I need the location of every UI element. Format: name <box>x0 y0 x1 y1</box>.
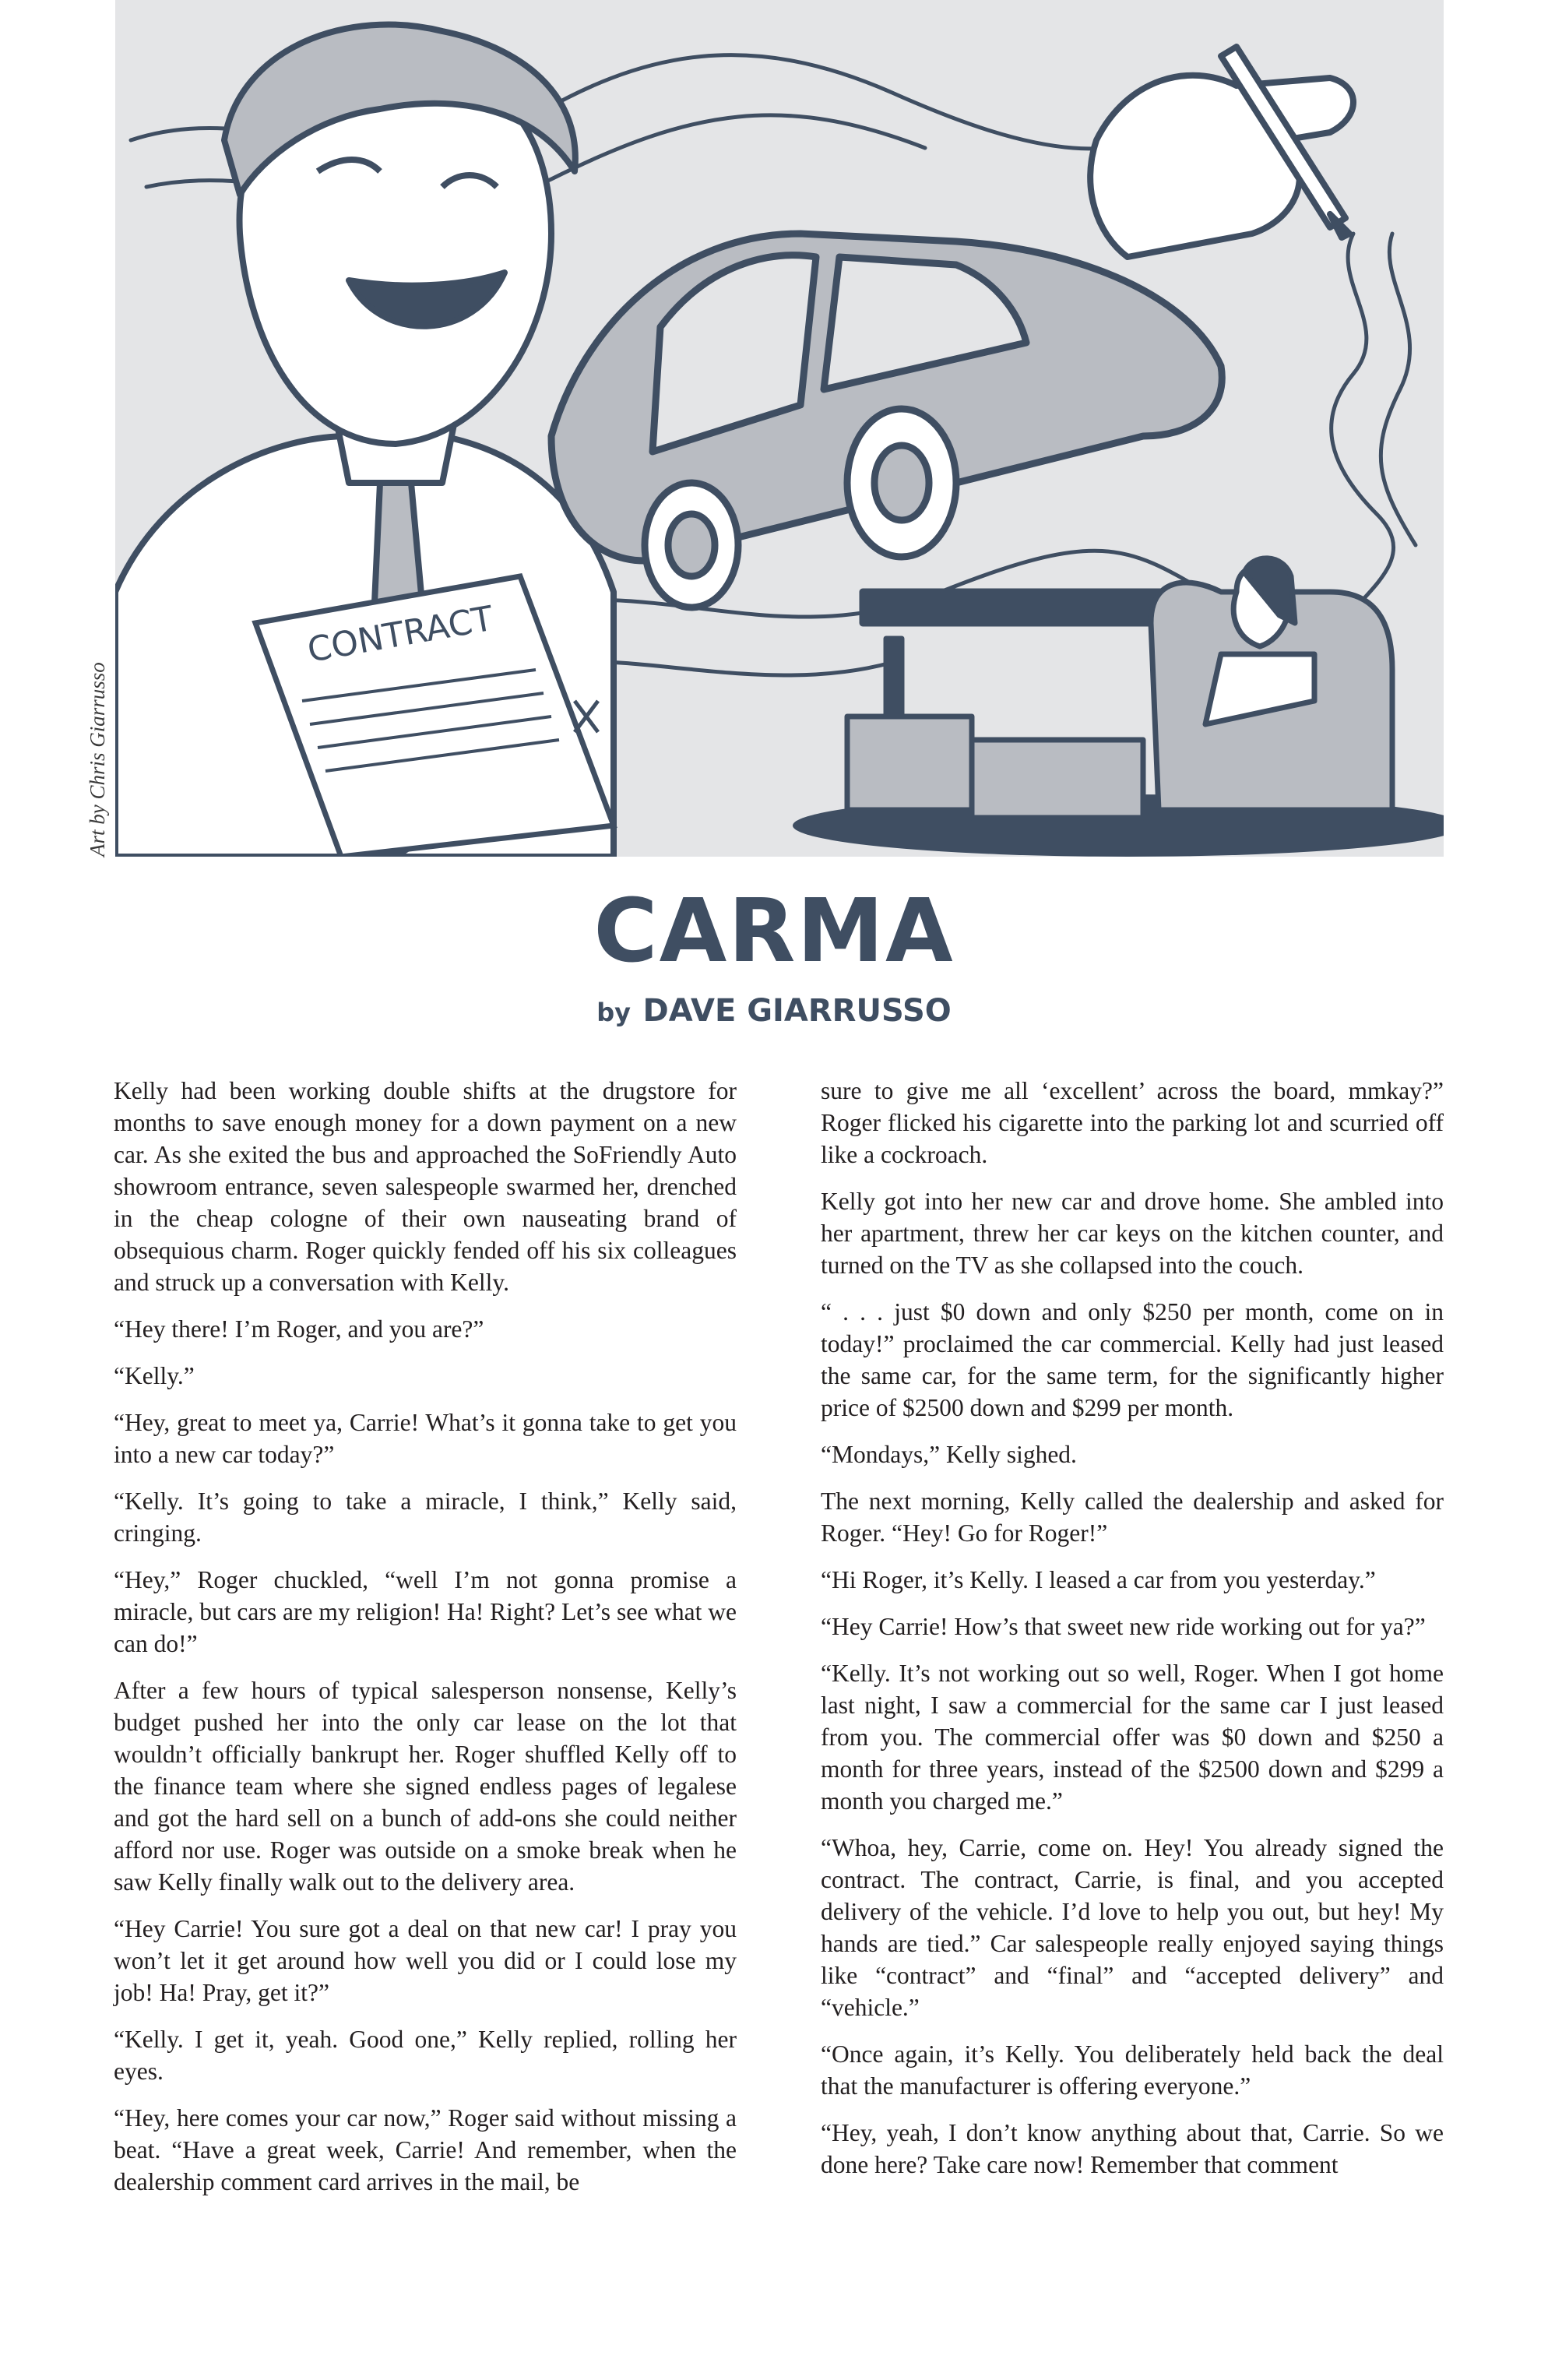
story-column-left <box>114 1075 737 2213</box>
paragraph: After a few hours of typical salesperson nonsense, Kelly’s budget pushed her into the only car lease on the lot that wouldn’t officially bankrupt her. Roger shuffled Kelly off to the finance team where she signed endless pages of legalese and got the hard sell on a bunch of add-ons she could neither afford nor use. Roger was outside on a smoke break when he saw Kelly finally walk out to the delivery area. <box>114 1677 737 1896</box>
story-title: CARMA <box>593 881 955 982</box>
header-illustration <box>115 0 1444 857</box>
paragraph: Kelly got into her new car and drove home. She ambled into her apartment, threw her car keys on the kitchen counter, and turned on the TV as she collapsed into the couch. <box>821 1188 1444 1279</box>
paragraph: “Hey Carrie! How’s that sweet new ride working out for ya?” <box>821 1613 1426 1640</box>
paragraph: “Hey, great to meet ya, Carrie! What’s it gonna take to get you into a new car today?” <box>114 1409 737 1468</box>
svg-text:CONTRACT: CONTRACT <box>304 598 497 671</box>
art-credit: Art by Chris Giarrusso <box>86 662 109 857</box>
paragraph: “Hey Carrie! You sure got a deal on that new car! I pray you won’t let it get around how well you did or I could lose my job! Ha! Pray, get it?” <box>114 1915 737 2006</box>
author-name: DAVE GIARRUSSO <box>642 993 952 1029</box>
paragraph: “Kelly. I get it, yeah. Good one,” Kelly replied, rolling her eyes. <box>114 2026 737 2085</box>
paragraph: “Kelly. It’s going to take a miracle, I think,” Kelly said, cringing. <box>114 1488 737 1547</box>
paragraph: “Hi Roger, it’s Kelly. I leased a car from you yesterday.” <box>821 1566 1376 1593</box>
tv-icon <box>886 639 902 716</box>
byline <box>0 993 1548 1029</box>
story-column-right <box>821 1075 1444 2195</box>
paragraph: “Kelly. It’s not working out so well, Roger. When I got home last night, I saw a commercial for the same car I just leased from you. The commercial offer was $0 down and $250 a month for three years, instead of the $2500 down and $299 a month you charged me.” <box>821 1660 1444 1815</box>
paragraph: “Mondays,” Kelly sighed. <box>821 1441 1077 1468</box>
paragraph: “Hey,” Roger chuckled, “well I’m not gonna promise a miracle, but cars are my religion! Ha! Right? Let’s see what we can do!” <box>114 1566 737 1657</box>
paragraph: “Kelly.” <box>114 1362 195 1389</box>
paragraph: Kelly had been working double shifts at the drugstore for months to save enough money for a down payment on a new car. As she exited the bus and approached the SoFriendly Auto showroom entrance, seven salespeople swarmed her, drenched in the cheap cologne of their own nauseating brand of obsequious charm. Roger quickly fended off his six colleagues and struck up a conversation with Kelly. <box>114 1077 737 1296</box>
paragraph: sure to give me all ‘excellent’ across the board, mmkay?” Roger flicked his cigarette into the parking lot and scurried off like a cockroach. <box>821 1077 1444 1168</box>
paragraph: The next morning, Kelly called the dealership and asked for Roger. “Hey! Go for Roger!” <box>821 1488 1444 1547</box>
paragraph: “Whoa, hey, Carrie, come on. Hey! You already signed the contract. The contract, Carrie, is final, and you accepted delivery of the vehicle. I’d love to help you out, but hey! My hands are tied.” Car salespeople really enjoyed saying things like “contract” and “final” and “accepted delivery” and “vehicle.” <box>821 1834 1444 2021</box>
paragraph: “ . . . just $0 down and only $250 per month, come on in today!” proclaimed the car commercial. Kelly had just leased the same car, for the same term, for the significantly higher price of $2500 down and $299 per month. <box>821 1298 1444 1421</box>
byline-prefix: by <box>596 998 631 1027</box>
paragraph: “Hey, yeah, I don’t know anything about that, Carrie. So we done here? Take care now! Remember that comment <box>821 2119 1444 2178</box>
paragraph: “Hey, here comes your car now,” Roger said without missing a beat. “Have a great week, Carrie! And remember, when the dealership comment card arrives in the mail, be <box>114 2104 737 2195</box>
paragraph: “Hey there! I’m Roger, and you are?” <box>114 1315 484 1343</box>
paragraph: “Once again, it’s Kelly. You deliberately held back the deal that the manufacturer is offering everyone.” <box>821 2040 1444 2100</box>
